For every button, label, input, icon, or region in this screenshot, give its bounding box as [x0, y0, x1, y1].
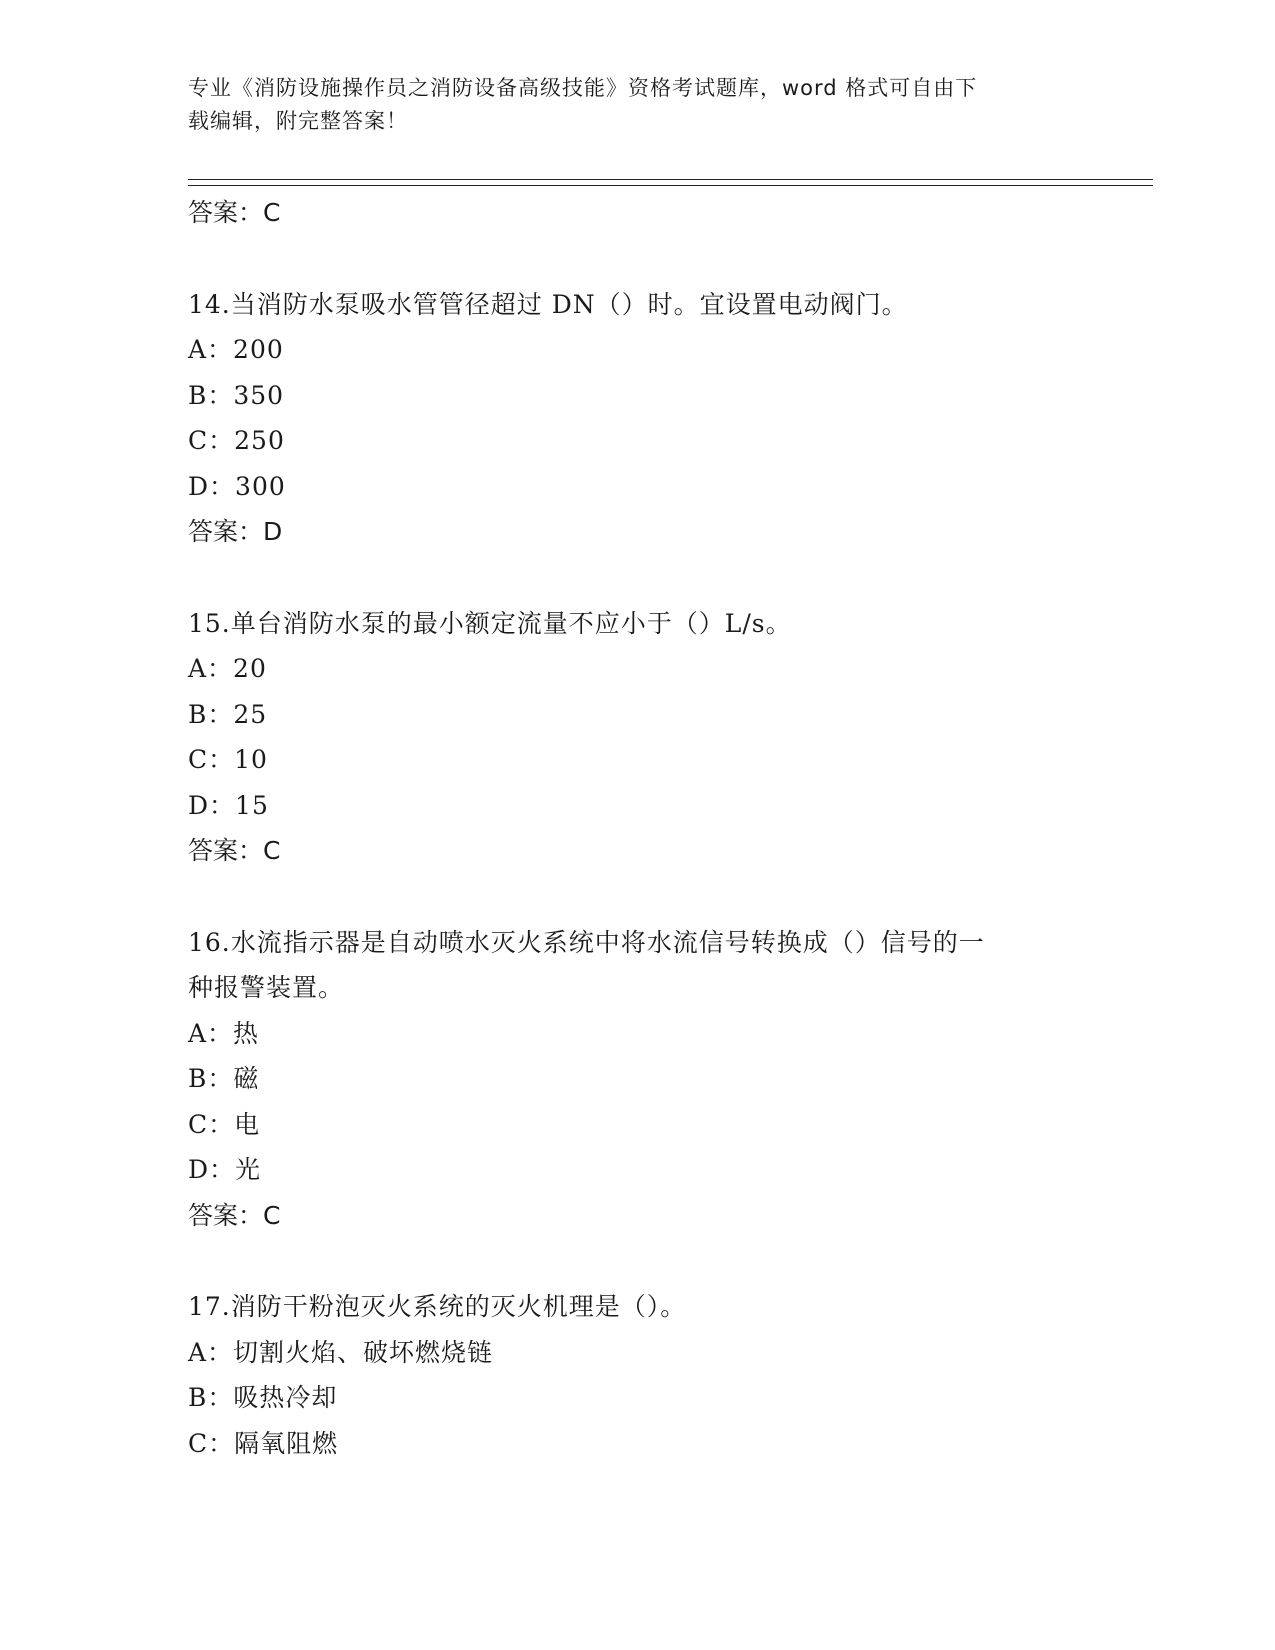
question-answer: 答案：D: [188, 517, 283, 546]
question-stem-line-2: 种报警装置。: [188, 973, 345, 1002]
option-c: C：10: [188, 745, 268, 774]
question-answer: 答案：C: [188, 1200, 281, 1230]
header-line-1: 专业《消防设施操作员之消防设备高级技能》资格考试题库，word 格式可自由下: [188, 76, 978, 100]
document-header: [188, 72, 1068, 138]
option-b: B：吸热冷却: [188, 1383, 338, 1412]
question-stem-line-1: 16.水流指示器是自动喷水灭火系统中将水流信号转换成（）信号的一: [188, 927, 985, 957]
option-b: B：25: [188, 699, 268, 729]
option-a: A：切割火焰、破坏燃烧链: [188, 1337, 494, 1367]
question-list: [188, 190, 1088, 1466]
option-a: A：200: [188, 335, 284, 364]
question-stem: 14.当消防水泵吸水管管径超过 DN（）时。宜设置电动阀门。: [188, 289, 908, 319]
header-line-2: 载编辑，附完整答案！: [188, 109, 408, 133]
option-c: C：电: [188, 1109, 261, 1139]
option-a: A：热: [188, 1018, 260, 1048]
question-17: [188, 1284, 1088, 1466]
question-stem: 15.单台消防水泵的最小额定流量不应小于（）L/s。: [188, 608, 792, 638]
question-14: [188, 282, 1088, 555]
header-divider: [188, 179, 1153, 186]
option-b: B：350: [188, 380, 285, 410]
option-d: D：光: [188, 1155, 262, 1184]
option-a: A：20: [188, 654, 267, 683]
option-b: B：磁: [188, 1064, 260, 1093]
option-d: D：300: [188, 471, 286, 501]
previous-answer: 答案：C: [188, 198, 281, 227]
question-15: [188, 601, 1088, 874]
option-d: D：15: [188, 790, 269, 820]
question-stem: 17.消防干粉泡灭火系统的灭火机理是（）。: [188, 1292, 687, 1321]
option-c: C：250: [188, 426, 285, 455]
question-16: [188, 920, 1088, 1239]
question-answer: 答案：C: [188, 836, 281, 865]
option-c: C：隔氧阻燃: [188, 1428, 339, 1458]
